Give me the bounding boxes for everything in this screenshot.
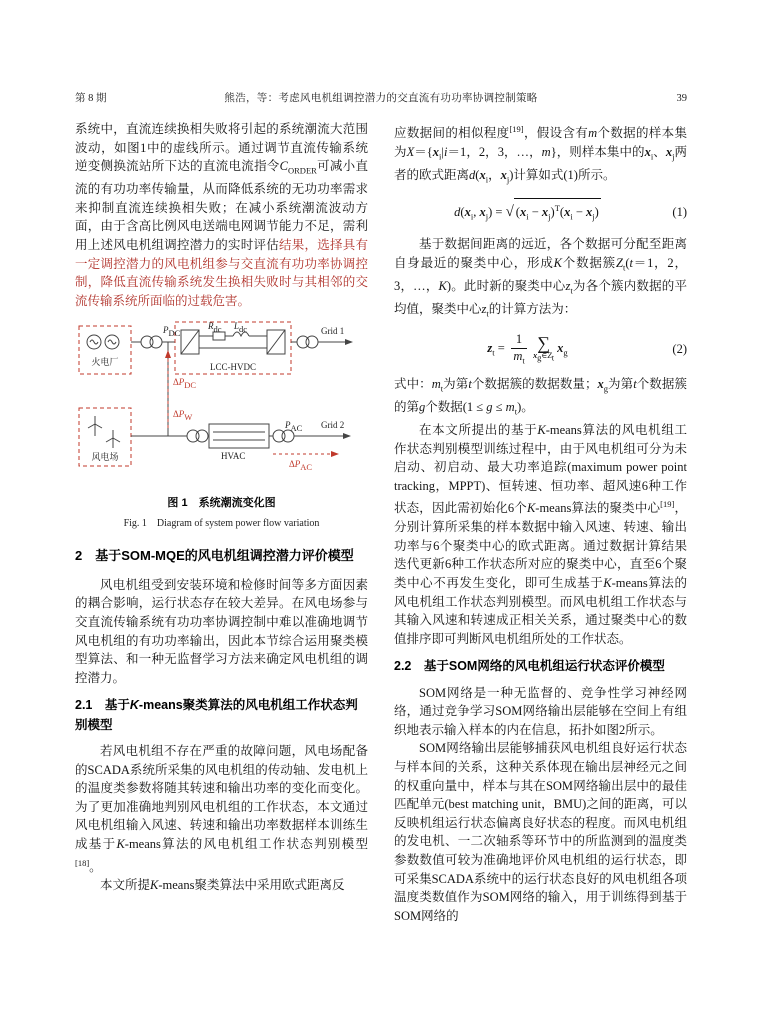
left-column <box>75 120 368 925</box>
body-paragraph: 式中：$m_t$为第t个数据簇的数据数量；$x_g$为第t个数据簇的第g个数据$(1 \le g \le m_t)$。 <box>394 376 687 417</box>
two-column-body <box>75 120 687 925</box>
figure1-caption-cn: 图 1 系统潮流变化图 <box>167 497 276 510</box>
right-column <box>394 120 687 925</box>
header-page-number: 39 <box>676 93 687 104</box>
equation-2-number: (2) <box>672 341 687 356</box>
body-paragraph: 在本文所提出的基于K-means算法的风电机组工作状态判别模型训练过程中，由于风电机组可分为未启动、初启动、最大功率追踪(maximum power point tracking，MPPT)、恒转速、恒功率、超风速6种工作状态，因此需初始化6个K-means算法的聚类中心[19]，分别计算所采集的样本数据中输入风速、转速、输出功率与6个聚类中心的欧式距离。通过数据计算结果迭代更新6种工作状态所对应的聚类中心，直至6个聚类中心不再发生变化，即可生成基于K-means算法的风电机组工作状态判别模型。而风电机组工作状态与其输入风速和转速成正相关关系，通过聚类中心的数值排序即可判断风电机组所处的工作状态。 <box>394 423 687 646</box>
equation-2-body: $z_t$ = $\frac{1}{m_t}$ ∑ $x_g\in Z_t$ $x_g$ <box>487 332 568 366</box>
body-paragraph: 系统中，直流连续换相失败将引起的系统潮流大范围波动，如图1中的虚线所示。通过调节直流传输系统逆变侧换流站所下达的直流电流指令$C_{ORDER}$可减小直流的有功功率传输量，从而降低系统的无功功率需求来抑制直流连续换相失败；在减小系统潮流波动方面，由于含高比例风电送端电网调节能力不足，需利用上述风电机组调控潜力的实时评估结果，选择具有一定调控潜力的风电机组参与交直流有功功率协调控制，降低直流传输系统发生换相失败时与其相邻的交流传输系统所面临的过载危害。 <box>75 122 368 308</box>
thermal-plant-label: 火电厂 <box>91 357 119 368</box>
header-issue: 第 8 期 <box>75 93 107 104</box>
body-paragraph: 风电机组受到安装环境和检修时间等多方面因素的耦合影响，运行状态存在较大差异。在风电场参与交直流传输系统有功功率协调控制中难以准确地调节风电机组的有功功率输出，因此本节综合运用聚类模型算法、和一种无监督学习方法来确定风电机组的调控潜力。 <box>75 577 368 685</box>
rdc-label: $R_{dc}$ <box>208 321 222 335</box>
grid2-label: Grid 2 <box>321 420 345 431</box>
figure1-caption-en: Fig. 1 Diagram of system power flow variation <box>123 518 320 530</box>
body-paragraph: 本文所提K-means聚类算法中采用欧式距离反 <box>100 878 345 893</box>
body-paragraph: SOM网络是一种无监督的、竞争性学习神经网络，通过竞争学习SOM网络输出层能够在空间上有组织地表示输入样本的内在信息，拓扑如图2所示。 <box>394 685 687 737</box>
body-paragraph: 应数据间的相似程度[19]，假设含有m个数据的样本集为$X=\{x_i|i=1$，2，3，…，m}，则样本集中的$x_i$、$x_j$两者的欧式距离$d(x_i$，$x_j$)计算如式(1)所示。 <box>394 124 687 185</box>
wind-farm-label: 风电场 <box>91 452 119 463</box>
equation-1-body: $d(x_i$, $x_j$) = √ $(x_i - x_j)^T(x_i - x_j)$ <box>394 198 661 226</box>
pac-label: $P_{AC}$ <box>285 420 303 434</box>
equation-2 <box>394 332 687 366</box>
power-flow-diagram <box>75 320 368 488</box>
power-flow-diagram-graphics <box>75 320 368 488</box>
ldc-label: $L_{dc}$ <box>234 321 248 335</box>
equation-1 <box>394 198 687 226</box>
body-paragraph: 若风电机组不存在严重的故障问题，风电场配备的SCADA系统所采集的风电机组的传动轴、发电机上的温度类参数将随其转速和输出功率的变化而变化。为了更加准确地判别风电机组的工作状态，本文通过风电机组输入风速、转速和输出功率数据样本训练生成基于K-means算法的风电机组工作状态判别模型[18]。 <box>75 744 368 874</box>
body-paragraph: SOM网络输出层能够捕获风电机组良好运行状态与样本间的关系，这种关系体现在输出层神经元之间的权重向量中，样本与其在SOM网络输出层中的最佳匹配单元(best matching unit，BMU)之间的距离，可以反映机组运行状态偏离良好状态的程度。而风电机组的发电机、一二次轴系等环节中的所监测到的温度类参数数值可较为准确地评价风电机组的运行状态，即可采集SCADA系统中的运行状态良好的风电机组各项温度类数值作为SOM网络的输入，用于训练得到基于SOM网络的 <box>394 741 687 923</box>
grid1-label: Grid 1 <box>321 326 345 337</box>
section-2-2-heading: 2.2 基于SOM网络的风电机组运行状态评价模型 <box>394 659 665 674</box>
pdc-label: $P_{DC}$ <box>163 325 181 339</box>
delta-pw-label: $\Delta P_W$ <box>173 409 193 423</box>
body-paragraph: 基于数据间距离的远近，各个数据可分配至距离自身最近的聚类中心，形成K个数据簇$Z_t(t=1$，2，3，…，K)。此时新的聚类中心$z_t$为各个簇内数据的平均值，聚类中心$z_t$的计算方法为： <box>394 237 687 319</box>
lcc-hvdc-label: LCC-HVDC <box>209 362 256 373</box>
section-2-heading: 2 基于SOM-MQE的风电机组调控潜力评价模型 <box>75 547 354 563</box>
running-header <box>75 90 687 105</box>
delta-pdc-label: $\Delta P_{DC}$ <box>173 377 197 391</box>
delta-pac-label: $\Delta P_{AC}$ <box>289 459 313 473</box>
equation-1-number: (1) <box>672 204 687 219</box>
section-2-1-heading: 2.1 基于K-means聚类算法的风电机组工作状态判别模型 <box>75 698 358 732</box>
figure-1 <box>75 320 368 533</box>
header-running-title: 熊浩，等：考虑风电机组调控潜力的交直流有功功率协调控制策略 <box>224 93 538 104</box>
hvac-label: HVAC <box>221 451 246 462</box>
